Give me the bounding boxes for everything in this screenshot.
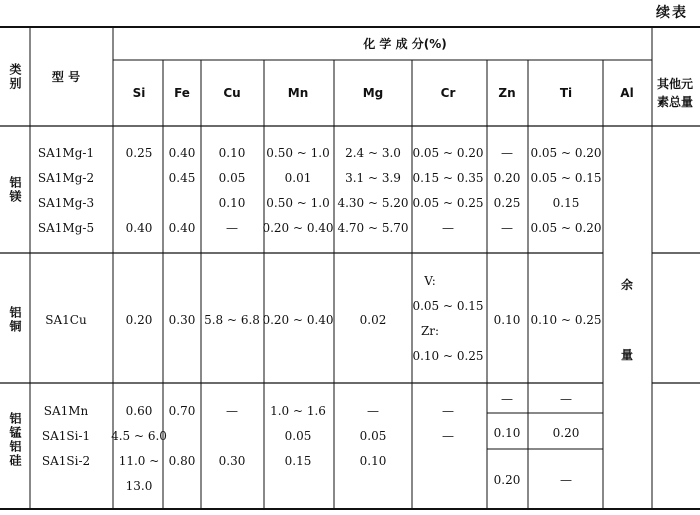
ti-cell: 0.10 ~ 0.25 (530, 313, 602, 327)
si-cell: 13.0 (125, 479, 153, 493)
continuation-label: 续表 (656, 5, 688, 21)
mg-cell: — (367, 404, 379, 418)
fe-cell: 0.40 (168, 221, 196, 235)
cr-cell: V: (424, 274, 436, 288)
mg-cell: 4.30 ~ 5.20 (337, 196, 409, 210)
header-al: Al (620, 86, 634, 100)
header-model: 型 号 (51, 70, 81, 84)
mg-cell: 0.10 (359, 454, 387, 468)
cr-cell: 0.10 ~ 0.25 (412, 349, 484, 363)
si-cell: 11.0 ~ (118, 454, 160, 468)
header-cu: Cu (223, 86, 241, 100)
header-zn: Zn (498, 86, 516, 100)
al-balance-2: 量 (620, 348, 634, 362)
zn-cell: 0.20 (493, 171, 521, 185)
model-cell: SA1Mg-2 (37, 171, 95, 185)
header-other-line2: 素总量 (656, 95, 694, 109)
cu-cell: 0.10 (218, 196, 246, 210)
mn-cell: 0.20 ~ 0.40 (262, 221, 334, 235)
header-cr: Cr (440, 86, 456, 100)
mg-cell: 0.02 (359, 313, 387, 327)
ti-cell: — (560, 392, 572, 406)
model-cell: SA1Mg-3 (37, 196, 95, 210)
zn-cell: — (501, 146, 513, 160)
fe-cell: 0.40 (168, 146, 196, 160)
mg-cell: 4.70 ~ 5.70 (337, 221, 409, 235)
header-category: 类别 (8, 63, 22, 91)
cr-cell: 0.05 ~ 0.20 (412, 146, 484, 160)
cu-cell: 0.30 (218, 454, 246, 468)
zn-cell: 0.25 (493, 196, 521, 210)
si-cell: 0.20 (125, 313, 153, 327)
zn-cell: 0.20 (493, 473, 521, 487)
header-other-line1: 其他元 (656, 77, 694, 91)
mg-cell: 3.1 ~ 3.9 (345, 171, 401, 185)
fe-cell: 0.45 (168, 171, 196, 185)
al-balance-1: 余 (620, 278, 634, 292)
cr-cell: — (442, 221, 454, 235)
model-cell: SA1Mn (43, 404, 89, 418)
mn-cell: 0.05 (284, 429, 312, 443)
cu-cell: — (226, 221, 238, 235)
mn-cell: 0.15 (284, 454, 312, 468)
ti-cell: 0.15 (552, 196, 580, 210)
mn-cell: 0.50 ~ 1.0 (266, 146, 330, 160)
mn-cell: 1.0 ~ 1.6 (270, 404, 326, 418)
zn-cell: 0.10 (493, 313, 521, 327)
fe-cell: 0.70 (168, 404, 196, 418)
cr-cell: — (442, 404, 454, 418)
cr-cell: Zr: (420, 324, 440, 338)
si-cell: 4.5 ~ 6.0 (111, 429, 167, 443)
fe-cell: 0.80 (168, 454, 196, 468)
cu-cell: 5.8 ~ 6.8 (204, 313, 260, 327)
header-fe: Fe (174, 86, 190, 100)
model-cell: SA1Mg-1 (37, 146, 95, 160)
category-al-cu: 铝铜 (8, 306, 22, 334)
cu-cell: — (226, 404, 238, 418)
model-cell: SA1Si-2 (41, 454, 91, 468)
model-cell: SA1Mg-5 (37, 221, 95, 235)
ti-cell: 0.05 ~ 0.20 (530, 221, 602, 235)
cr-cell: 0.05 ~ 0.15 (412, 299, 484, 313)
mn-cell: 0.50 ~ 1.0 (266, 196, 330, 210)
si-cell: 0.60 (125, 404, 153, 418)
zn-cell: — (501, 392, 513, 406)
category-al-mg: 铝镁 (8, 176, 22, 204)
ti-cell: 0.05 ~ 0.15 (530, 171, 602, 185)
header-si: Si (132, 86, 146, 100)
mn-cell: 0.01 (284, 171, 312, 185)
zn-cell: — (501, 221, 513, 235)
cr-cell: — (442, 429, 454, 443)
mn-cell: 0.20 ~ 0.40 (262, 313, 334, 327)
ti-cell: 0.20 (552, 426, 580, 440)
model-cell: SA1Si-1 (41, 429, 91, 443)
header-ti: Ti (559, 86, 573, 100)
category-al-mn-al-si: 铝锰铝硅 (8, 412, 22, 468)
cr-cell: 0.05 ~ 0.25 (412, 196, 484, 210)
cu-cell: 0.05 (218, 171, 246, 185)
header-mn: Mn (287, 86, 309, 100)
mg-cell: 0.05 (359, 429, 387, 443)
cu-cell: 0.10 (218, 146, 246, 160)
zn-cell: 0.10 (493, 426, 521, 440)
model-cell: SA1Cu (45, 313, 87, 327)
header-chemical-composition: 化 学 成 分(%) (363, 37, 447, 51)
header-mg: Mg (362, 86, 384, 100)
ti-cell: — (560, 473, 572, 487)
cr-cell: 0.15 ~ 0.35 (412, 171, 484, 185)
si-cell: 0.40 (125, 221, 153, 235)
si-cell: 0.25 (125, 146, 153, 160)
mg-cell: 2.4 ~ 3.0 (345, 146, 401, 160)
ti-cell: 0.05 ~ 0.20 (530, 146, 602, 160)
fe-cell: 0.30 (168, 313, 196, 327)
